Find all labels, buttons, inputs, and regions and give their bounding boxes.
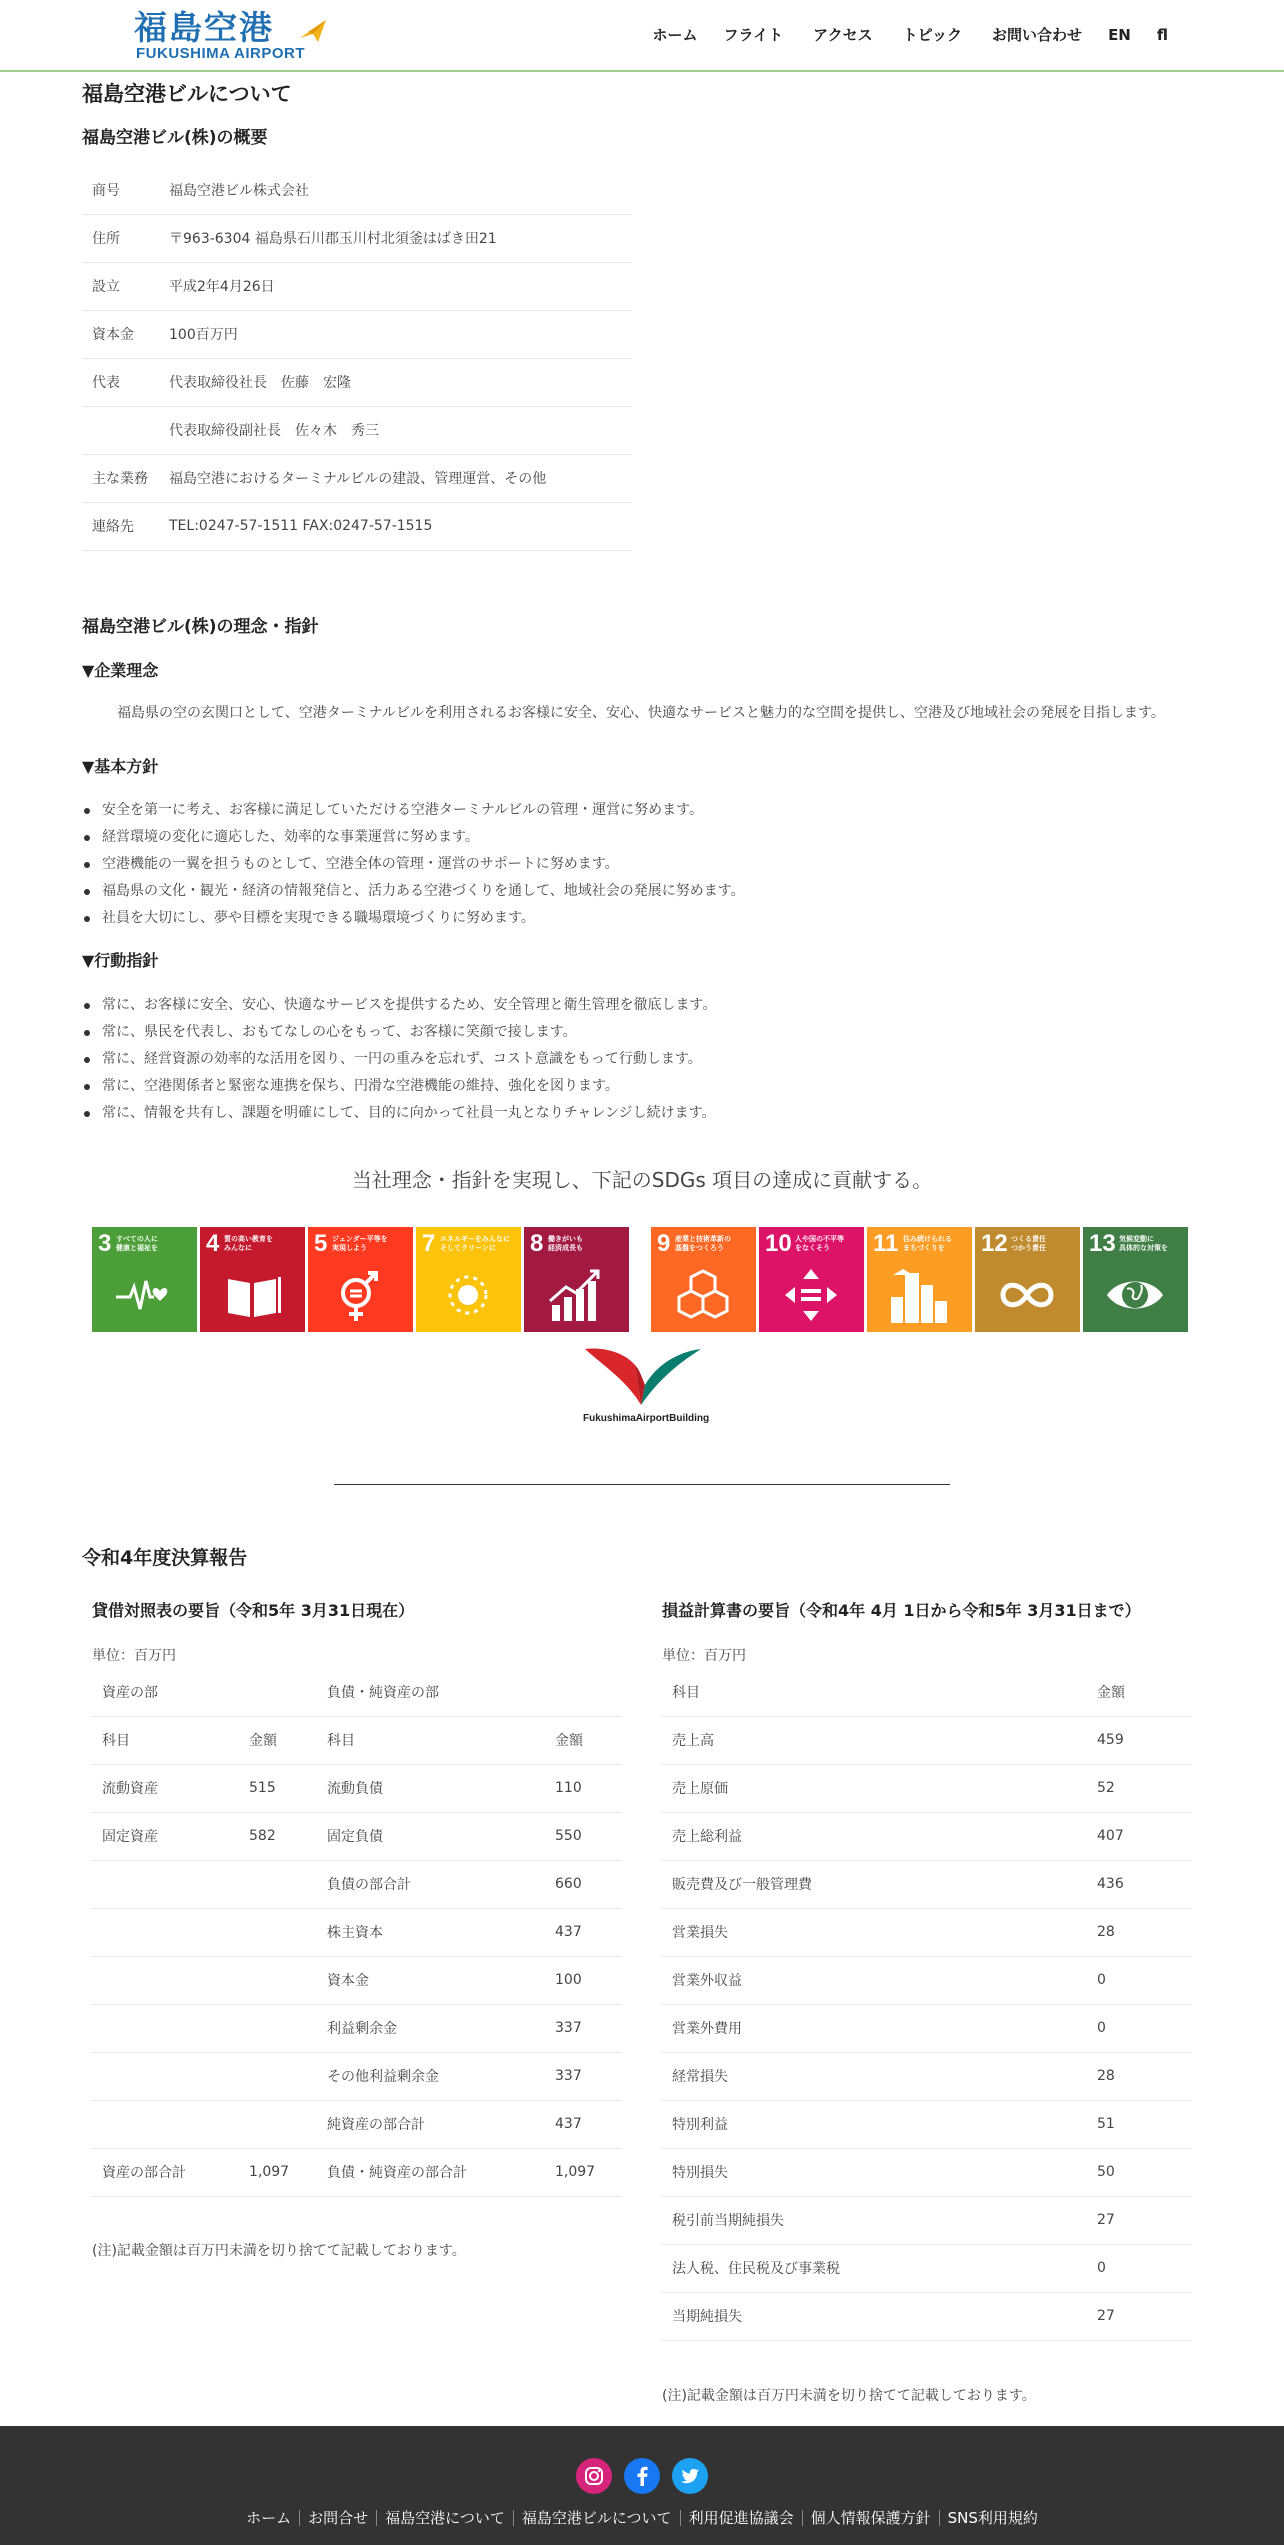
- footer-link-privacy-policy[interactable]: 個人情報保護方針: [802, 2510, 939, 2526]
- table-row: 資本金 100: [92, 1956, 622, 2004]
- basic-policy-list: [82, 797, 745, 932]
- action-guideline-list: [82, 992, 716, 1127]
- balance-sheet-table: [92, 1668, 622, 2197]
- table-row: 主な業務 福島空港におけるターミナルビルの建設、管理運営、その他: [82, 454, 632, 502]
- table-row: 特別利益 51: [662, 2100, 1192, 2148]
- table-row: 住所 〒963-6304 福島県石川郡玉川村北須釜はばき田21: [82, 214, 632, 262]
- table-row: 代表取締役副社長 佐々木 秀三: [82, 406, 632, 454]
- table-row: その他利益剰余金 337: [92, 2052, 622, 2100]
- table-row: 負債の部合計 660: [92, 1860, 622, 1908]
- corporate-philosophy-heading: ▼企業理念: [82, 661, 159, 680]
- footer-link-home[interactable]: ホーム: [246, 2509, 292, 2527]
- table-row: 販売費及び一般管理費 436: [662, 1860, 1192, 1908]
- sdg-goal-8: 8 働きがいも 経済成長も: [524, 1227, 629, 1332]
- balance-sheet-unit: 単位：百万円: [92, 1648, 176, 1664]
- book-icon: [222, 1267, 282, 1323]
- list-item: 常に、お客様に安全、安心、快適なサービスを提供するため、安全管理と衛生管理を徹底します。: [82, 992, 716, 1019]
- eye-globe-icon: [1105, 1267, 1165, 1323]
- list-item: 常に、経営資源の効率的な活用を図り、一円の重みを忘れず、コスト意識をもって行動します。: [82, 1046, 716, 1073]
- balance-sheet-note: (注)記載金額は百万円未満を切り捨てて記載しております。: [92, 2243, 466, 2259]
- site-footer: [0, 2426, 1284, 2545]
- footer-link-sns-terms[interactable]: SNS利用規約: [939, 2510, 1046, 2526]
- logo-japanese: 福島空港: [134, 8, 274, 47]
- table-row: 営業損失 28: [662, 1908, 1192, 1956]
- list-item: 経営環境の変化に適応した、効率的な事業運営に努めます。: [82, 824, 745, 851]
- philosophy-heading: 福島空港ビル(株)の理念・指針: [82, 617, 319, 637]
- table-row: 連絡先 TEL:0247-57-1511 FAX:0247-57-1515: [82, 502, 632, 550]
- table-row: 税引前当期純損失 27: [662, 2196, 1192, 2244]
- income-statement-heading: 損益計算書の要旨（令和4年 4月 1日から令和5年 3月31日まで）: [662, 1601, 1141, 1620]
- nav-lang-other[interactable]: fl: [1156, 26, 1168, 44]
- site-logo[interactable]: [134, 8, 334, 64]
- heartbeat-icon: [114, 1267, 174, 1323]
- logo-english: FUKUSHIMA AIRPORT: [136, 45, 306, 62]
- nav-access[interactable]: アクセス: [813, 26, 873, 44]
- nav-english[interactable]: EN: [1108, 26, 1131, 44]
- table-row: 特別損失 50: [662, 2148, 1192, 2196]
- nav-flight[interactable]: フライト: [723, 26, 784, 44]
- table-row: 固定資産 582 固定負債 550: [92, 1812, 622, 1860]
- sdg-goal-13: 13 気候変動に 具体的な対策を: [1083, 1227, 1188, 1332]
- twitter-icon[interactable]: [672, 2458, 708, 2494]
- sdg-goal-10: 10 人や国の不平等 をなくそう: [759, 1227, 864, 1332]
- table-row: 代表 代表取締役社長 佐藤 宏隆: [82, 358, 632, 406]
- basic-policy-heading: ▼基本方針: [82, 757, 159, 776]
- list-item: 空港機能の一翼を担うものとして、空港全体の管理・運営のサポートに努めます。: [82, 851, 745, 878]
- sdg-goal-4: 4 質の高い教育を みんなに: [200, 1227, 305, 1332]
- instagram-icon[interactable]: [576, 2458, 612, 2494]
- sdgs-title: 当社理念・指針を実現し、下記のSDGs 項目の達成に貢献する。: [351, 1168, 933, 1192]
- nav-home[interactable]: ホーム: [652, 26, 698, 44]
- table-row: 商号 福島空港ビル株式会社: [82, 166, 632, 214]
- city-icon: [889, 1267, 949, 1323]
- table-row: 経常損失 28: [662, 2052, 1192, 2100]
- table-row: 当期純損失 27: [662, 2292, 1192, 2340]
- income-statement-table: [662, 1668, 1192, 2341]
- list-item: 福島県の文化・観光・経済の情報発信と、活力ある空港づくりを通して、地域社会の発展に努めます。: [82, 878, 745, 905]
- sdgs-row-right: [651, 1227, 1188, 1332]
- company-logo-text: FukushimaAirportBuilding: [583, 1413, 710, 1424]
- finance-heading: 令和4年度決算報告: [82, 1547, 248, 1569]
- list-item: 常に、空港関係者と緊密な連携を保ち、円滑な空港機能の維持、強化を図ります。: [82, 1073, 716, 1100]
- sdg-goal-12: 12 つくる責任 つかう責任: [975, 1227, 1080, 1332]
- page-title: 福島空港ビルについて: [82, 82, 292, 106]
- nav-contact[interactable]: お問い合わせ: [992, 26, 1083, 44]
- company-logo-mark: [583, 1345, 703, 1411]
- table-row: 資産の部 負債・純資産の部: [92, 1668, 622, 1716]
- list-item: 社員を大切にし、夢や目標を実現できる職場環境づくりに努めます。: [82, 905, 745, 932]
- action-guideline-heading: ▼行動指針: [82, 951, 159, 970]
- overview-table: [82, 166, 632, 551]
- table-row: 売上総利益 407: [662, 1812, 1192, 1860]
- table-row: 法人税、住民税及び事業税 0: [662, 2244, 1192, 2292]
- table-row: 利益剰余金 337: [92, 2004, 622, 2052]
- table-row: 科目 金額 科目 金額: [92, 1716, 622, 1764]
- plane-icon: [298, 16, 328, 46]
- list-item: 常に、県民を代表し、おもてなしの心をもって、お客様に笑顔で接します。: [82, 1019, 716, 1046]
- footer-links: [0, 2510, 1284, 2526]
- table-row: 設立 平成2年4月26日: [82, 262, 632, 310]
- table-row: 資本金 100百万円: [82, 310, 632, 358]
- footer-link-about-airport[interactable]: 福島空港について: [376, 2510, 513, 2526]
- main-nav: [627, 24, 1169, 49]
- sdg-goal-5: 5 ジェンダー平等を 実現しよう: [308, 1227, 413, 1332]
- footer-link-about-building[interactable]: 福島空港ビルについて: [513, 2510, 680, 2526]
- gender-icon: [330, 1267, 390, 1323]
- income-statement-note: (注)記載金額は百万円未満を切り捨てて記載しております。: [662, 2388, 1036, 2404]
- section-divider: [334, 1484, 950, 1485]
- table-row: 売上原価 52: [662, 1764, 1192, 1812]
- facebook-icon[interactable]: [624, 2458, 660, 2494]
- sdg-goal-11: 11 住み続けられる まちづくりを: [867, 1227, 972, 1332]
- table-row: 純資産の部合計 437: [92, 2100, 622, 2148]
- footer-link-contact[interactable]: お問合せ: [299, 2510, 376, 2526]
- sun-icon: [438, 1267, 498, 1323]
- list-item: 常に、情報を共有し、課題を明確にして、目的に向かって社員一丸となりチャレンジし続けます。: [82, 1100, 716, 1127]
- table-row: 流動資産 515 流動負債 110: [92, 1764, 622, 1812]
- growth-chart-icon: [546, 1267, 606, 1323]
- balance-sheet-heading: 貸借対照表の要旨（令和5年 3月31日現在）: [92, 1601, 415, 1620]
- sdgs-row-left: [92, 1227, 629, 1332]
- sdg-goal-9: 9 産業と技術革新の 基盤をつくろう: [651, 1227, 756, 1332]
- site-header: [0, 0, 1284, 72]
- footer-link-promotion-council[interactable]: 利用促進協議会: [680, 2510, 802, 2526]
- sdg-goal-7: 7 エネルギーをみんなに そしてクリーンに: [416, 1227, 521, 1332]
- table-row: 科目 金額: [662, 1668, 1192, 1716]
- corporate-philosophy-text: 福島県の空の玄関口として、空港ターミナルビルを利用されるお客様に安全、安心、快適なサービスと魅力的な空間を提供し、空港及び地域社会の発展を目指します。: [117, 705, 1165, 721]
- nav-topic[interactable]: トピック: [902, 26, 963, 44]
- list-item: 安全を第一に考え、お客様に満足していただける空港ターミナルビルの管理・運営に努めます。: [82, 797, 745, 824]
- table-row: 売上高 459: [662, 1716, 1192, 1764]
- overview-heading: 福島空港ビル(株)の概要: [82, 128, 268, 148]
- equality-icon: [781, 1267, 841, 1323]
- infinity-icon: [997, 1267, 1057, 1323]
- sdg-goal-3: 3 すべての人に 健康と福祉を: [92, 1227, 197, 1332]
- company-logo: [583, 1345, 710, 1425]
- table-row: 資産の部合計 1,097 負債・純資産の部合計 1,097: [92, 2148, 622, 2196]
- table-row: 営業外収益 0: [662, 1956, 1192, 2004]
- cubes-icon: [673, 1267, 733, 1323]
- social-links: [0, 2458, 1284, 2494]
- table-row: 株主資本 437: [92, 1908, 622, 1956]
- table-row: 営業外費用 0: [662, 2004, 1192, 2052]
- income-statement-unit: 単位：百万円: [662, 1648, 746, 1664]
